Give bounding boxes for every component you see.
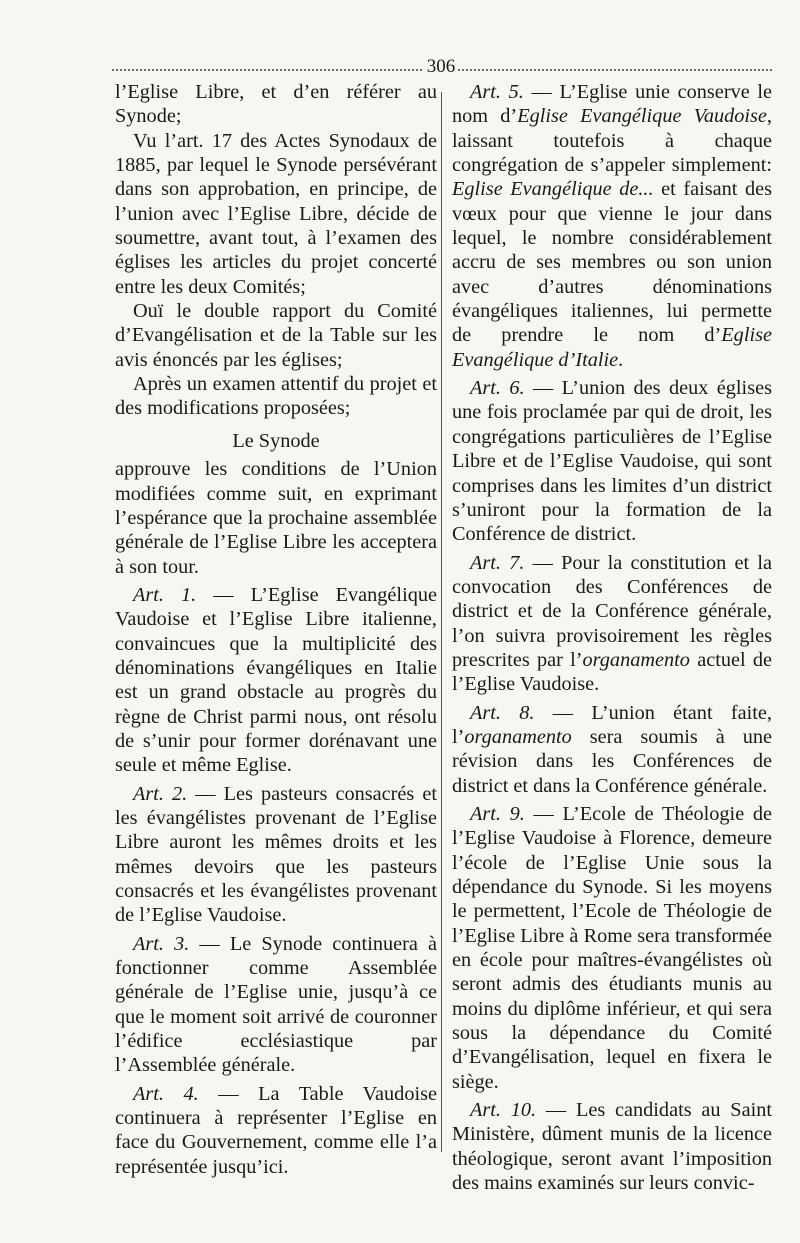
article-text: — L’Eglise Evangélique Vaudoise et l’Eglise Libre italienne, convaincues que la multiplicité des dénominations évangéliques en Italie est un grand obstacle au progrès du règne de Christ parmi nous, ont résolu de s’unir pour former dorénavant une seule et même Eglise. <box>115 583 437 777</box>
article-label: Art. 4. <box>133 1082 199 1105</box>
italic-term: organamento <box>582 648 690 671</box>
article-7 <box>452 551 772 697</box>
article-text: — L’union étant faite, l’ <box>452 701 772 748</box>
article-text: — Pour la constitution et la convocation des Conférences de district et de la Conférence générale, l’on suivra provisoirement les règles prescrites par l’ <box>452 551 772 671</box>
article-text: sera soumis à une révision dans les Conférences de district et dans la Conférence générale. <box>452 725 772 797</box>
article-text: — La Table Vaudoise continuera à représenter l’Eglise en face du Gouvernement, comme elle l’a représentée jusqu’ici. <box>115 1082 437 1178</box>
church-name: Eglise Evangélique Vaudoise <box>517 105 767 128</box>
article-text: et faisant des vœux pour que vienne le jour dans lequel, le nombre considérablement accru de ses membres ou son union avec d’autres dénominations évangéliques italiennes, lui permette de prendre le nom d’ <box>452 178 772 347</box>
paragraph: Ouï le double rapport du Comité d’Evangélisation et de la Table sur les avis énoncés par les églises; <box>115 300 437 371</box>
paragraph: Vu l’art. 17 des Actes Synodaux de 1885, par lequel le Synode persévérant dans son approbation, en principe, de l’union avec l’Eglise Libre, décide de soumettre, avant tout, à l’examen des églises les articles du projet concerté entre les deux Comités; <box>115 129 437 298</box>
article-3 <box>115 932 437 1078</box>
article-label: Art. 1. <box>133 583 197 606</box>
article-text: — L’Ecole de Théologie de l’Eglise Vaudoise à Florence, demeure l’école de l’Eglise Unie sous la dépendance du Synode. Si les moyens le permettent, l’Ecole de Théologie de l’Eglise Libre à Rome sera transformée en école pour maîtres-évangélistes où seront admis des étudiants munis au moins du diplôme inférieur, et qui sera sous la dépendance du Comité d’Evangélisation, lequel en fixera le siège. <box>452 802 772 1093</box>
article-text: , laissant toutefois à chaque congrégation de s’appeler simplement: <box>452 105 772 177</box>
paragraph: Après un examen attentif du projet et des modifications proposées; <box>115 373 437 420</box>
article-text: — Les pasteurs consacrés et les évangélistes provenant de l’Eglise Libre auront les mêmes droits et les mêmes devoirs que les pasteurs consacrés et les évangélistes provenant de l’Eglise Vaudoise. <box>115 782 437 927</box>
article-label: Art. 9. <box>470 802 525 825</box>
article-5 <box>452 80 772 372</box>
article-label: Art. 6. <box>470 377 525 400</box>
church-name: Eglise Evangélique de... <box>452 178 654 201</box>
article-label: Art. 5. <box>470 81 524 103</box>
article-10 <box>452 1098 772 1195</box>
article-text: actuel de l’Eglise Vaudoise. <box>452 648 773 696</box>
article-label: Art. 10. <box>470 1099 537 1122</box>
article-9 <box>452 802 772 1094</box>
header-rule-left <box>112 69 422 71</box>
italic-term: organamento <box>464 725 572 748</box>
article-label: Art. 7. <box>470 551 525 574</box>
article-label: Art. 8. <box>470 701 535 724</box>
church-name: Eglise Evangélique d’Italie <box>452 324 772 371</box>
section-heading: Le Synode <box>232 429 320 452</box>
paragraph: approuve les conditions de l’Union modifiées comme suit, en exprimant l’espérance que la prochaine assemblée générale de l’Eglise Libre les acceptera à son tour. <box>115 458 437 578</box>
article-2 <box>115 782 437 928</box>
article-text: . <box>618 348 624 371</box>
paragraph: l’Eglise Libre, et d’en référer au Synode; <box>115 81 437 128</box>
article-label: Art. 3. <box>133 932 190 955</box>
page-header <box>112 56 772 80</box>
article-6 <box>452 376 772 546</box>
article-text: — Les candidats au Saint Ministère, dûment munis de la licence théologique, seront avant l’imposition des mains examinés sur leurs convic- <box>452 1099 772 1195</box>
article-1 <box>115 583 437 778</box>
page-number: 306 <box>426 56 456 77</box>
article-text: — Le Synode continuera à fonctionner comme Assemblée générale de l’Eglise unie, jusqu’à ce que le moment soit arrivé de couronner l’édifice ecclésiastique par l’Assemblée générale. <box>115 932 437 1077</box>
left-column <box>115 80 437 1179</box>
header-rule-right <box>458 69 772 71</box>
right-column <box>452 80 772 1195</box>
article-4 <box>115 1082 437 1179</box>
article-text: — L’Eglise unie conserve le nom d’ <box>452 81 772 128</box>
article-label: Art. 2. <box>133 782 188 805</box>
column-divider <box>441 92 442 1152</box>
article-text: — L’union des deux églises une fois proclamée par qui de droit, les congrégations particulières de l’Eglise Libre et de l’Eglise Vaudoise, qui sont comprises dans les limites d’un district s’uniront pour la formation de la Conférence de district. <box>452 377 772 546</box>
article-8 <box>452 701 772 798</box>
